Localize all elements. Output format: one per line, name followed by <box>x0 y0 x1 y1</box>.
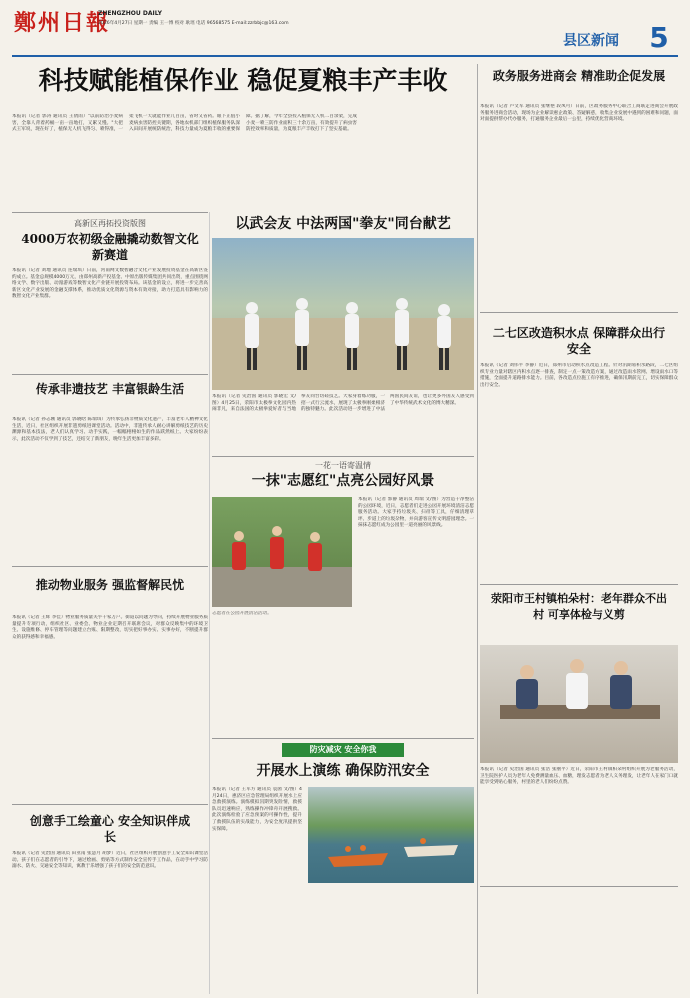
story-safety-craft-body: 本报讯（记者 史治国 通讯员 田亚南 张慧月 胡梦）近日，社区组织开展创意手工安全知识课堂活动。孩子们在志愿者的引导下，通过绘画、剪贴等方式制作安全宣传手工作品，在动手中学习防溺水、防火、交通安全等知识，寓教于乐增强了孩子们的安全防范意识。 <box>12 851 208 870</box>
story-volunteer-kicker: 一花一语寄温情 <box>315 461 371 470</box>
story-heritage <box>12 374 208 564</box>
story-volunteer-body: 本报讯（记者 郭静 通讯员 周瑞 文/图）为营造干净整洁的公园环境，近日，志愿者们走进公园开展环境清洁志愿服务活动。大家手持垃圾夹、扫帚等工具，仔细清理草坪、步道上的垃圾杂物，并向游客宣传文明游园理念。一抹抹志愿红成为公园里一道亮丽的风景线。 <box>358 497 474 529</box>
story-flood-drill-kicker: 防灾减灾 安全你我 <box>282 743 404 757</box>
elderly-photo-scene <box>480 645 678 763</box>
story-flood-drill-body: 本报讯（记者 王军方 通讯员 袁菌 文/图）4月24日，惠济区应急管理局组织开展水上应急救援演练。演练模拟汛期突发险情，救援队员迅速响应，熟练操作冲锋舟开展搜救。此次演练检验了应急预案的可操作性，提升了救援队伍的实战能力，为安全度汛提供坚实保障。 <box>212 787 302 832</box>
story-taichi <box>212 212 474 452</box>
masthead-logo: 鄭州日報 <box>14 10 111 36</box>
column-rule-left <box>209 212 210 994</box>
volunteer-photo-scene <box>212 497 352 607</box>
story-elderly-continued <box>480 886 678 994</box>
story-flood-drill <box>212 738 474 994</box>
masthead <box>0 0 690 60</box>
story-elderly <box>480 584 678 884</box>
story-elderly-body: 本报讯（记者 史治国 通讯员 张浩 张丽平）近日，荥阳市王村镇柏朵村组织开展为老服务活动，卫生院医护人员为老年人免费测量血压、血糖，理发志愿者为老人义务理发，让老年人在家门口就能享受到贴心服务，村里的老人们纷纷点赞。 <box>480 767 678 786</box>
story-elderly-headline: 荥阳市王村镇柏朵村：老年群众不出村 可享体检与义剪 <box>491 592 667 621</box>
story-waterlogging <box>480 312 678 582</box>
story-fund-kicker: 高新区再拓投资版图 <box>74 219 146 228</box>
header-rule <box>12 55 678 57</box>
story-heritage-body: 本报讯（记者 孙志刚 通讯员 郭晓晗 陈瑞琪）为传承弘扬非物质文化遗产，丰富老年人精神文化生活，近日，社区组织开展非遗剪纸进课堂活动。活动中，非遗传承人耐心讲解剪纸技艺的历史渊源和基本技法，老人们认真学习、动手实践，一幅幅栩栩如生的作品跃然纸上。大家纷纷表示，此次活动不仅学到了技艺，还结交了新朋友，晚年生活更加丰富多彩。 <box>12 417 208 442</box>
story-property-body: 本报讯（记者 王辉 李佳）物业服务质量关乎千家万户。街道以问题为导向，持续开展物业服务质量提升专项行动，组织社区、业委会、物业企业定期召开联席会议，对群众反映集中的环境卫生、设施维修、停车管理等问题建立台账、限期整改，切实把好事办实、实事办好，不断提升群众的获得感和幸福感。 <box>12 615 208 640</box>
story-safety-craft <box>12 804 208 994</box>
story-taichi-headline: 以武会友 中法两国"拳友"同台献艺 <box>235 216 451 232</box>
story-fund-body: 本报讯（记者 刘地 通讯员 连瑞琪）日前，河南网文数智融合文化产业发展投资基金在高新区签约成立。基金总规模4000万元，由郑州高新产投基金、中原出版传媒集团共同出资，重点围绕网络文学、数字出版、动漫游戏等数智文化产业链开展投资布局。该基金的设立，将进一步完善高新区文化产业发展的金融支撑体系，推动优质文化资源与资本有效对接，助力打造具有影响力的数智文化产业集群。 <box>12 268 208 300</box>
story-business-headline: 政务服务进商会 精准助企促发展 <box>492 69 666 83</box>
section-label: 县区新闻 <box>563 33 619 49</box>
story-volunteer <box>212 456 474 734</box>
story-fund-headline: 4000万农初级金融撬动数智文化新赛道 <box>21 232 199 262</box>
main-body: 本报讯（记者 郭涛 通讯员 王倩雨）"以前防治小麦病害，全靠人背着药桶一亩一亩地打，又累又慢。"大把式王军说，现在好了，植保无人机飞得匀、喷得准，一架飞机一天就能作业几百亩，省时又省药。眼下正值小麦病虫害防控关键期，各地农机部门组织植保服务队深入田间开展统防统治，科技力量成为夏粮丰收的重要保障。据了解，今年全县投入植保无人机二百余架，完成小麦一喷三防作业面积三十余万亩，有效提升了病虫害防控效率和质量，为夏粮丰产丰收打下了坚实基础。 <box>12 114 357 133</box>
story-heritage-headline: 传承非遗技艺 丰富银龄生活 <box>35 382 185 396</box>
story-safety-craft-headline: 创意手工绘童心 安全知识伴成长 <box>29 814 191 844</box>
story-waterlogging-headline: 二七区改造积水点 保障群众出行安全 <box>492 326 666 356</box>
story-flood-drill-body-cont <box>308 887 474 993</box>
elderly-photo <box>480 645 678 763</box>
column-rule-right <box>477 64 478 994</box>
main-headline: 科技赋能植保作业 稳促夏粮丰产丰收 <box>38 66 448 95</box>
taichi-photo <box>212 238 474 390</box>
masthead-info: 2026年4月27日 星期一 责编 王一博 校对 耿瑶 电话 96568575 E-mail:zzrbbjc@163.com <box>98 21 289 26</box>
story-flood-drill-headline: 开展水上演练 确保防汛安全 <box>256 763 430 779</box>
page-number: 5 <box>649 21 669 54</box>
story-property <box>12 566 208 802</box>
story-waterlogging-body: 本报讯（记者 刘伟平 李静）近日，郑州市启动积水点改造工程。针对汛期易积水路段，二七区组织专业力量对辖区内积水点逐一排查，制定一点一策改造方案，通过改造雨水管网、增设雨水口等措施，全面提升道路排水能力。目前，各改造点位施工有序推进，确保汛期前完工，切实保障群众出行安全。 <box>480 363 678 388</box>
story-volunteer-caption: 志愿者在公园开展清洁活动。 <box>212 611 272 616</box>
story-fund <box>12 212 208 372</box>
flood-drill-photo-scene <box>308 787 474 883</box>
taichi-photo-scene <box>212 238 474 390</box>
story-business-body: 本报讯（记者 卢文军 通讯员 张继艳 段凤可）日前，区政务服务中心联合工商联走进商会开展政务服务进商会活动，现场为企业解读惠企政策、答疑解惑，收集企业发展中遇到的困难和问题，面对面提供帮办代办服务，打通服务企业最后一公里，持续优化营商环境。 <box>480 104 678 123</box>
flood-drill-photo <box>308 787 474 883</box>
story-business <box>480 64 678 310</box>
masthead-en: ZHENGZHOU DAILY <box>98 10 162 17</box>
story-property-headline: 推动物业服务 强监督解民忧 <box>35 578 185 592</box>
story-volunteer-headline: 一抹"志愿红"点亮公园好风景 <box>251 473 435 489</box>
story-taichi-body: 本报讯（记者 史治国 通讯员 郭晓宏 文/图）4月25日，荥阳市太极拳文化园内热闹非凡，来自法国的太极拳爱好者与当地拳友同台切磋技艺。大家身着练功服，一招一式行云流水，展现了太极拳刚柔相济的独特魅力。此次活动进一步增进了中法两国民间友谊，也让更多外国友人感受到了中华传统武术文化的博大精深。 <box>212 394 474 413</box>
volunteer-photo <box>212 497 352 607</box>
